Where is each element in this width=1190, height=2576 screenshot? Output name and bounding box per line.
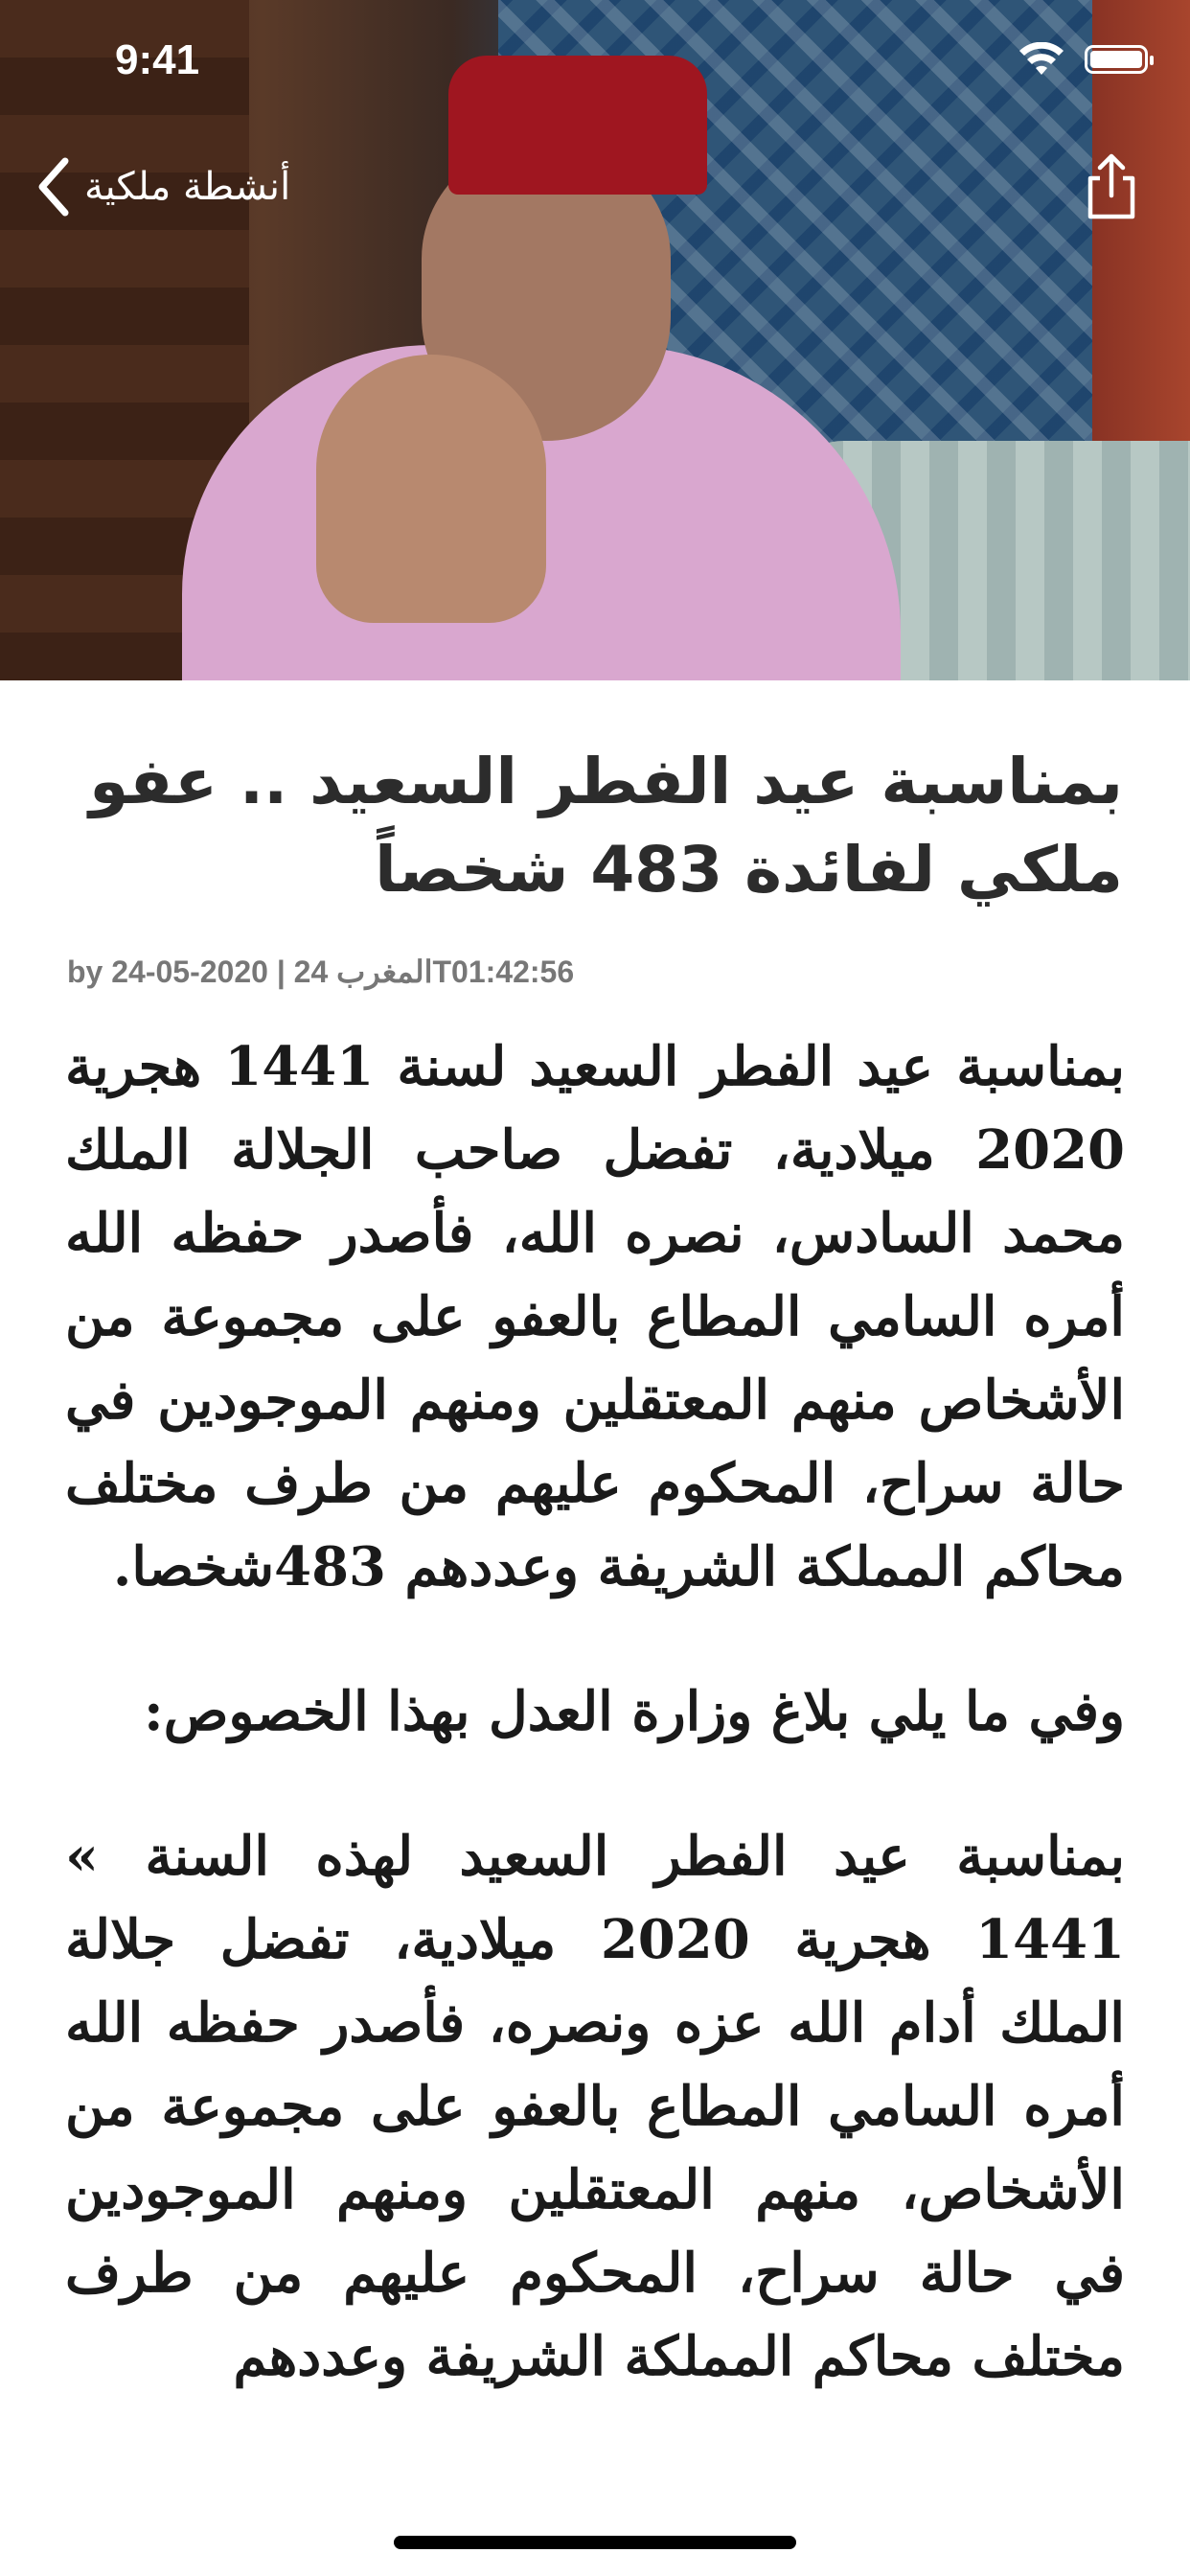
home-indicator[interactable]: [394, 2536, 796, 2549]
article-title: بمناسبة عيد الفطر السعيد .. عفو ملكي لفائدة 483 شخصاً: [89, 745, 1123, 907]
article-body: [65, 1025, 1125, 2460]
article-paragraph: بمناسبة عيد الفطر السعيد لهذه السنة » 1441 هجرية 2020 ميلادية، تفضل جلالة الملك أدام الله عزه ونصره، فأصدر حفظه الله أمره السامي المطاع بالعفو على مجموعة من الأشخاص، منهم المعتقلين ومنهم الموجودين في حالة سراح، المحكوم عليهم من طرف مختلف محاكم المملكة الشريفة وعددهم: [65, 1825, 1125, 2388]
back-button[interactable]: [34, 155, 290, 218]
hero-fez: [448, 56, 707, 195]
hero-hands: [316, 355, 546, 623]
article-paragraph: وفي ما يلي بلاغ وزارة العدل بهذا الخصوص:: [144, 1680, 1125, 1743]
battery-icon: [1085, 45, 1148, 74]
article-paragraph: بمناسبة عيد الفطر السعيد لسنة 1441 هجرية 2020 ميلادية، تفضل صاحب الجلالة الملك محمد السادس، نصره الله، فأصدر حفظه الله أمره السامي المطاع بالعفو على مجموعة من الأشخاص منهم المعتقلين ومنهم الموجودين في حالة سراح، المحكوم عليهم من طرف مختلف محاكم المملكة الشريفة وعددهم 483شخصا.: [65, 1035, 1125, 1598]
share-icon[interactable]: [1081, 151, 1142, 222]
hero-image: [0, 0, 1190, 680]
status-time: 9:41: [115, 36, 200, 83]
wifi-icon: [1018, 42, 1065, 77]
chevron-left-icon: [34, 155, 73, 218]
back-label: أنشطة ملكية: [84, 165, 291, 209]
article-meta: by 24-05-2020 | المغرب 24T01:42:56: [67, 954, 575, 989]
status-icons: [1018, 42, 1148, 77]
